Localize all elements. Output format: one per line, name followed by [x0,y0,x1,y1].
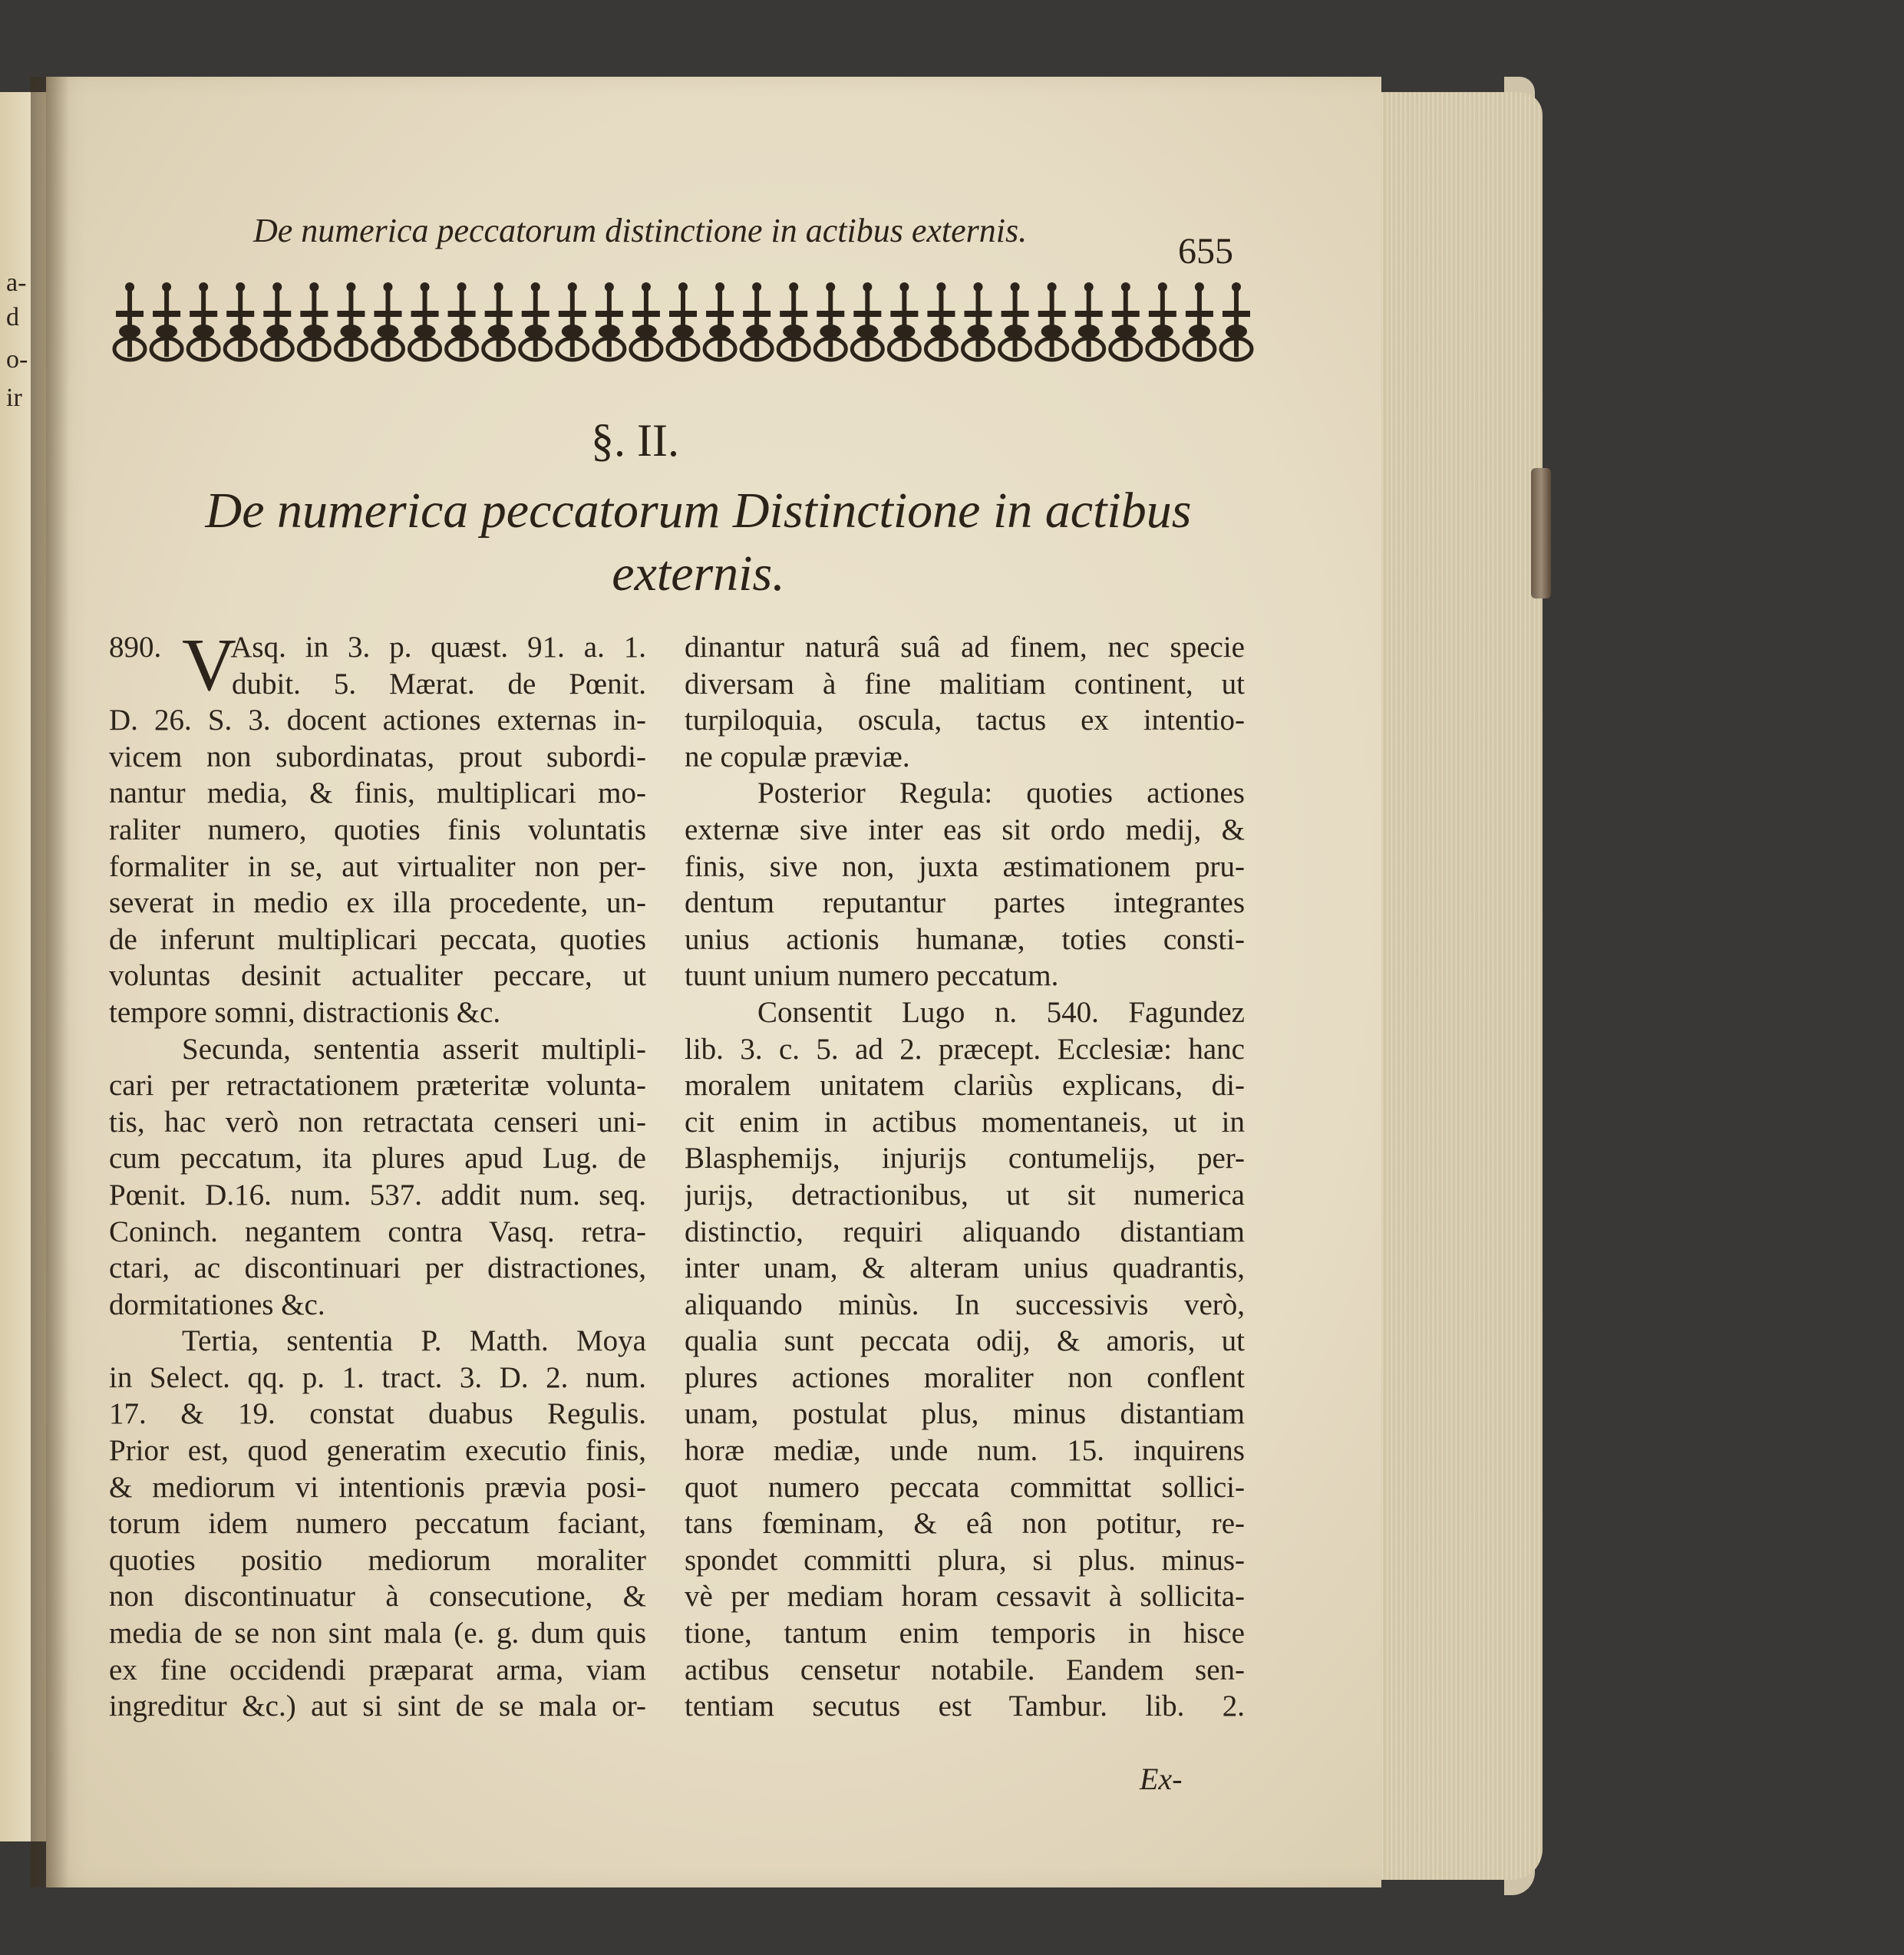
fleuron-icon [668,282,698,360]
fleuron-icon [1184,282,1215,360]
page-number: 655 [1178,231,1233,272]
text-line: tione, tantum enim temporis in hisce [685,1617,1245,1650]
text-line: Secunda, sententia asserit multipli- [182,1032,646,1066]
text-line: Pœnit. D.16. num. 537. addit num. seq. [109,1178,646,1212]
text-line: cari per retractationem præteritæ volunta- [109,1069,646,1103]
text-line: dormitationes &c. [109,1287,325,1321]
fleuron-icon [188,282,219,360]
text-line: distinctio, requiri aliquando distantiam [685,1215,1245,1248]
fleuron-icon [262,282,292,360]
fleuron-icon [1147,282,1178,360]
fleuron-icon [852,282,883,360]
text-line: plures actiones moraliter non conflent [685,1360,1245,1394]
text-line: unam, postulat plus, minus distantiam [685,1397,1245,1431]
gutter-shadow [31,77,69,1887]
clasp-icon [1531,468,1551,598]
fleuron-icon [815,282,846,360]
text-line: cum peccatum, ita plures apud Lug. de [109,1142,646,1175]
text-line: tis, hac verò non retractata censeri uni- [109,1105,646,1139]
text-line: 17. & 19. constat duabus Regulis. [109,1397,646,1431]
section-title [169,480,1228,605]
text-line: unius actionis humanæ, toties consti- [685,922,1245,956]
text-line: Prior est, quod generatim executio finis, [109,1434,646,1468]
text-line: cit enim in actibus momentaneis, ut in [685,1105,1245,1139]
text-line: turpiloquia, oscula, tactus ex intentio- [685,704,1245,737]
text-line: ctari, ac discontinuari per distractiones, [109,1251,646,1285]
text-line: severat in medio ex illa procedente, un- [109,886,646,920]
text-line: quot numero peccata committat sollici- [685,1470,1245,1504]
text-line: formaliter in se, aut virtualiter non per- [109,849,646,883]
fleuron-icon [114,282,145,360]
text-line: ne copulæ præviæ. [685,740,910,773]
text-line: dentum reputantur partes integrantes [685,886,1245,920]
fleuron-icon [520,282,551,360]
fleuron-icon [225,282,256,360]
text-line: non discontinuatur à consecutione, & [109,1580,646,1614]
text-line: externæ sive inter eas sit ordo medij, & [685,813,1245,846]
text-line: ingreditur &c.) aut si sint de se mala or- [109,1690,646,1723]
text-line: Blasphemijs, injurijs contumelijs, per- [685,1142,1245,1175]
left-text-column [109,624,646,1725]
left-page-fragment: a- [6,269,27,297]
text-line: Posterior Regula: quoties actiones [757,776,1245,810]
fleuron-icon [299,282,329,360]
text-line: torum idem numero peccatum faciant, [109,1507,646,1541]
fleuron-icon [1110,282,1141,360]
text-line: tuunt unium numero peccatum. [685,959,1059,993]
fleuron-icon [741,282,772,360]
fleuron-icon [926,282,956,360]
text-line: media de se non sint mala (e. g. dum quis [109,1617,646,1650]
text-line: dubit. 5. Mærat. de Pœnit. [232,667,646,701]
fleuron-icon [410,282,441,360]
fleuron-icon [372,282,403,360]
text-line: qualia sunt peccata odij, & amoris, ut [685,1324,1245,1358]
text-line: jurijs, detractionibus, ut sit numerica [685,1178,1245,1212]
text-line: actibus censetur notabile. Eandem sen- [685,1653,1245,1686]
text-line: finis, sive non, juxta æstimationem pru- [685,849,1245,883]
text-line: voluntas desinit actualiter peccare, ut [109,959,646,993]
text-line: diversam à fine malitiam continent, ut [685,667,1245,701]
text-line: Consentit Lugo n. 540. Fagundez [757,995,1245,1029]
fleuron-icon [1221,282,1252,360]
fleuron-icon [963,282,994,360]
ornament-band-icon [111,276,1255,368]
text-line: tans fœminam, & eâ non potitur, re- [685,1507,1245,1541]
fleuron-icon [1074,282,1104,360]
left-page-fragment: ir [6,384,22,412]
fleuron-icon [1037,282,1067,360]
section-title-line: externis. [612,546,785,602]
text-line: vè per mediam horam cessavit à sollicita- [685,1580,1245,1614]
text-line: quoties positio mediorum moraliter [109,1543,646,1577]
text-line: moralem unitatem clariùs explicans, di- [685,1069,1245,1103]
fleuron-icon [705,282,735,360]
text-line: Tertia, sententia P. Matth. Moya [182,1324,646,1358]
text-line [109,629,646,666]
fleuron-icon [594,282,625,360]
text-line: aliquando minùs. In successivis verò, [685,1287,1245,1321]
fleuron-icon [335,282,366,360]
fleuron-icon [151,282,182,360]
text-line: tempore somni, distractionis &c. [109,995,501,1029]
text-line: & mediorum vi intentionis prævia posi- [109,1470,646,1504]
text-after-drop-cap: Asq. in 3. p. quæst. 91. a. 1. [230,631,646,664]
catchword: Ex- [1140,1762,1183,1796]
text-line: in Select. qq. p. 1. tract. 3. D. 2. num. [109,1360,646,1394]
running-head: De numerica peccatorum distinctione in actibus externis. [253,212,1028,249]
text-line: nantur media, & finis, multiplicari mo- [109,776,646,810]
text-line: raliter numero, quoties finis voluntatis [109,813,646,846]
drop-cap: V [182,624,236,707]
text-line: de inferunt multiplicari peccata, quoties [109,922,646,956]
text-line: lib. 3. c. 5. ad 2. præcept. Ecclesiæ: hanc [685,1032,1245,1066]
fleuron-icon [889,282,919,360]
paragraph-number: 890. [109,631,162,664]
fleuron-icon [1000,282,1031,360]
text-line: tentiam secutus est Tambur. lib. 2. [685,1690,1245,1723]
text-line: dinantur naturâ suâ ad finem, nec specie [685,631,1245,664]
text-line: inter unam, & alteram unius quadrantis, [685,1251,1245,1285]
fleuron-icon [631,282,662,360]
text-line: spondet committi plura, si plus. minus- [685,1543,1245,1577]
fleuron-icon [483,282,514,360]
text-line: horæ mediæ, unde num. 15. inquirens [685,1434,1245,1468]
fleuron-icon [557,282,588,360]
text-line: D. 26. S. 3. docent actiones externas in- [109,704,646,737]
text-line: Coninch. negantem contra Vasq. retra- [109,1215,646,1248]
text-line: ex fine occidendi præparat arma, viam [109,1653,646,1686]
section-mark: §. II. [591,415,679,466]
left-page-fragment: d [6,303,19,331]
fleuron-icon [778,282,809,360]
fleuron-icon [447,282,477,360]
left-page-fragment: o- [6,345,28,374]
right-text-column [685,629,1245,1725]
text-line: vicem non subordinatas, prout subordi- [109,740,646,773]
section-title-line: De numerica peccatorum Distinctione in actibus [205,483,1192,539]
